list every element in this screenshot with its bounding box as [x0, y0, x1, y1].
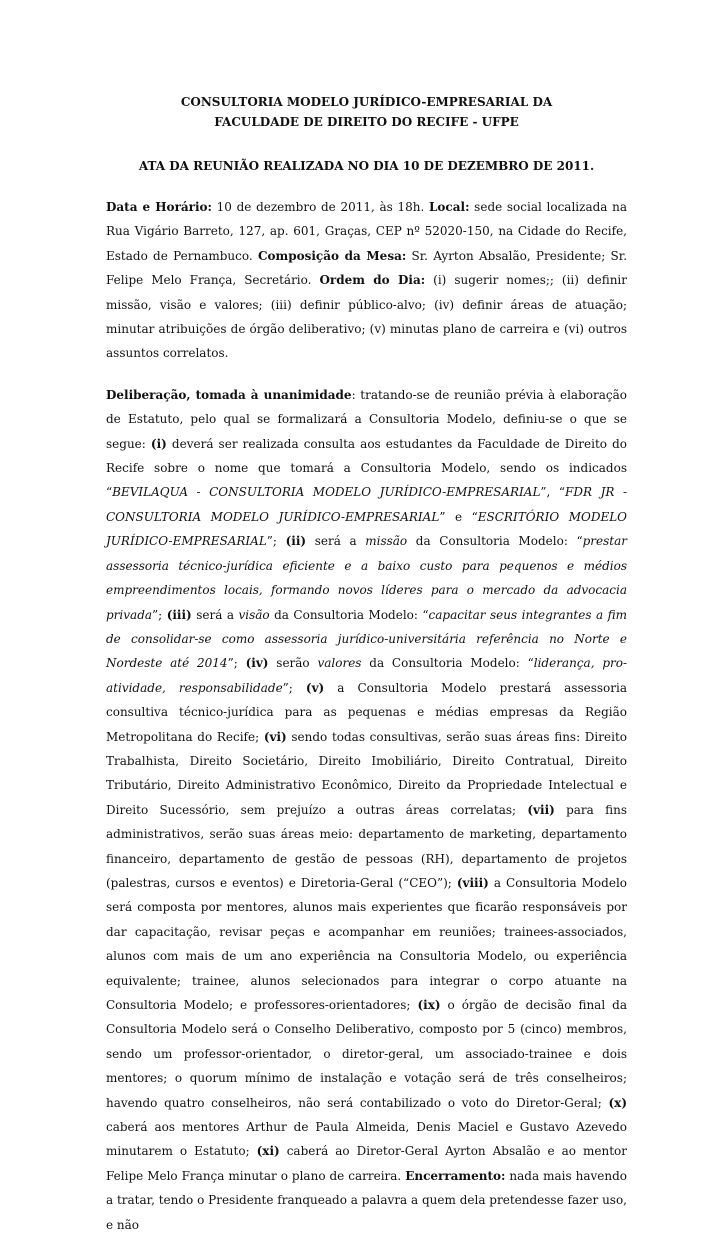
board-composition-value: Sr. Ayrton Absalão, Presidente; Sr. Felipe Melo França, Secretário. [106, 248, 628, 288]
item-marker: (i) [150, 436, 167, 451]
deliberation-text: : tratando-se de reunião prévia à elaboração de Estatuto, pelo qual se formalizará a Consultoria Modelo, definiu-se o que se segue: [106, 387, 627, 451]
document-title-line-1: CONSULTORIA MODELO JURÍDICO-EMPRESARIAL DA [180, 95, 553, 109]
item-marker: (ii) [285, 534, 307, 549]
deliberation-text: da Consultoria Modelo: “ [269, 607, 429, 622]
name-option-1: BEVILAQUA - CONSULTORIA MODELO JURÍDICO-EMPRESARIAL [112, 485, 541, 500]
item-marker: (v) [305, 680, 325, 695]
deliberation-text: da Consultoria Modelo: “ [407, 534, 583, 549]
item-marker: (ix) [417, 998, 441, 1012]
values-term: valores [317, 656, 362, 671]
deliberation-text: será a [191, 607, 239, 622]
meeting-details-paragraph [106, 195, 627, 366]
closing-label: Encerramento: [405, 1168, 506, 1183]
deliberation-text: a Consultoria Modelo prestará assessoria consultiva técnico-jurídica para as pequenas e médias empresas da Região Metropolitana do Recife; [106, 680, 628, 744]
deliberation-text: deverá ser realizada consulta aos estudantes da Faculdade de Direito do Recife sobre o nome que tomará a Consultoria Modelo, sendo os indicados “ [106, 436, 627, 500]
agenda-value: (i) sugerir nomes;; (ii) definir missão, visão e valores; (iii) definir público-alvo; (iv) definir áreas de atuação; minutar atribuições de órgão deliberativo; (v) minutas plano de carreira e (vi) outros assuntos correlatos. [106, 273, 628, 361]
deliberation-text: será a [306, 534, 366, 549]
deliberation-text: ”; [282, 680, 306, 695]
vision-statement: capacitar seus integrantes a fim de consolidar-se como assessoria jurídico-universitária referência no Norte e Nordeste até 2014 [106, 607, 627, 671]
deliberation-text: da Consultoria Modelo: “ [361, 656, 534, 671]
item-marker: (iii) [166, 607, 192, 622]
deliberation-text: ” e “ [439, 509, 478, 524]
item-marker: (vii) [527, 802, 555, 817]
agenda-label: Ordem do Dia: [319, 273, 426, 288]
vision-term: visão [238, 607, 270, 622]
name-option-2: FDR JR - CONSULTORIA MODELO JURÍDICO-EMPRESARIAL [106, 485, 627, 524]
deliberation-paragraph [106, 383, 627, 1237]
deliberation-text: ”; [227, 656, 246, 671]
deliberation-text: ”; [152, 607, 167, 622]
item-marker: (xi) [256, 1144, 280, 1159]
location-value: sede social localizada na Rua Vigário Barreto, 127, ap. 601, Graças, CEP nº 52020-150, na Cidade do Recife, Estado de Pernambuco. [106, 200, 628, 263]
mission-term: missão [365, 534, 408, 549]
deliberation-text: serão [268, 656, 318, 671]
document-title-line-2: FACULDADE DE DIREITO DO RECIFE - UFPE [214, 115, 519, 129]
item-marker: (x) [608, 1095, 627, 1110]
deliberation-text: o órgão de decisão final da Consultoria Modelo será o Conselho Deliberativo, composto por 5 (cinco) membros, sendo um professor-orientador, o diretor-geral, um associado-trainee e dois mentores; o quorum mínimo de instalação e votação será de três conselheiros; havendo quatro conselheiros, não será contabilizado o voto do Diretor-Geral; [106, 998, 627, 1110]
mission-statement: prestar assessoria técnico-jurídica eficiente e a baixo custo para pequenos e médios empreendimentos locais, formando novos líderes para o mercado da advocacia privada [106, 534, 628, 622]
closing-text: nada mais havendo a tratar, tendo o Presidente franqueado a palavra a quem dela pretendesse fazer uso, e não [106, 1168, 627, 1232]
date-time-label: Data e Horário: [106, 200, 212, 214]
name-option-3: ESCRITÓRIO MODELO JURÍDICO-EMPRESARIAL [106, 509, 628, 549]
item-marker: (viii) [456, 875, 489, 890]
document-subtitle: ATA DA REUNIÃO REALIZADA NO DIA 10 DE DEZEMBRO DE 2011. [138, 159, 595, 173]
deliberation-text: para fins administrativos, serão suas áreas meio: departamento de marketing, departamento financeiro, departamento de gestão de pessoas (RH), departamento de projetos (palestras, cursos e eventos) e Diretoria-Geral (“CEO”); [106, 802, 627, 890]
deliberation-text: ”; [266, 534, 286, 549]
item-marker: (vi) [263, 729, 287, 744]
deliberation-text: a Consultoria Modelo será composta por mentores, alunos mais experientes que ficarão responsáveis por dar capacitação, revisar peças e acompanhar em reuniões; trainees-associados, alunos com mais de um ano experiência na Consultoria Modelo, ou experiência equivalente; trainee, alunos selecionados para integrar o corpo atuante na Consultoria Modelo; e professores-orientadores; [106, 875, 628, 1012]
date-time-value: 10 de dezembro de 2011, às 18h. [211, 200, 429, 214]
location-label: Local: [428, 200, 470, 214]
item-marker: (iv) [245, 656, 269, 671]
deliberation-text: caberá aos mentores Arthur de Paula Almeida, Denis Maciel e Gustavo Azevedo minutarem o Estatuto; [106, 1120, 627, 1159]
deliberation-text: caberá ao Diretor-Geral Ayrton Absalão e ao mentor Felipe Melo França minutar o plano de carreira. [106, 1144, 627, 1183]
deliberation-label: Deliberação, tomada à unanimidade [106, 387, 352, 402]
deliberation-text: ”, “ [540, 485, 566, 500]
values-statement: liderança, pro-atividade, responsabilidade [106, 656, 628, 695]
deliberation-text: sendo todas consultivas, serão suas áreas fins: Direito Trabalhista, Direito Societário, Direito Imobiliário, Direito Contratual, Direito Tributário, Direito Administrativo Econômico, Direito da Propriedade Intelectual e Direito Sucessório, sem prejuízo a outras áreas correlatas; [106, 729, 627, 817]
board-composition-label: Composição da Mesa: [257, 248, 407, 263]
